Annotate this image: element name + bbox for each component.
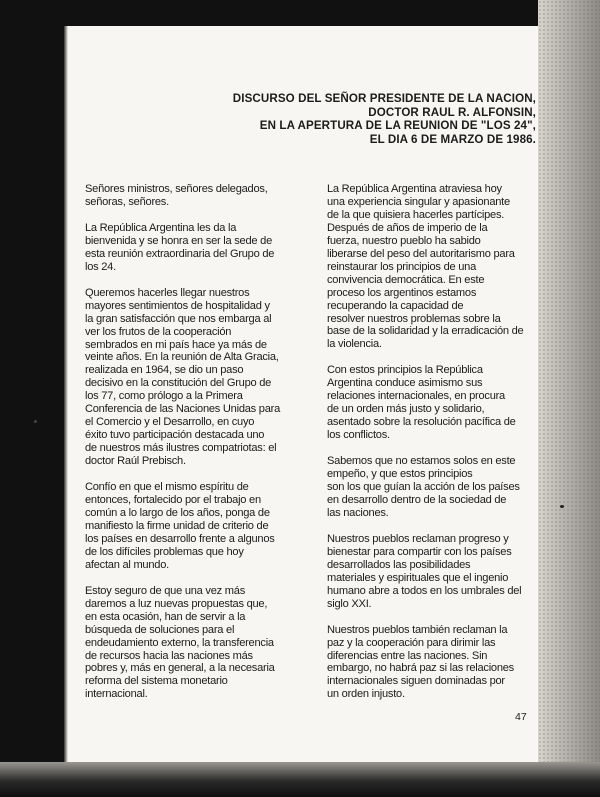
- text-line: liberarse del peso del autoritarismo para: [327, 247, 515, 260]
- text-line: una experiencia singular y apasionante: [327, 195, 510, 208]
- scan-border-top: [0, 0, 600, 26]
- text-line: de un orden más justo y solidario,: [327, 403, 485, 416]
- title-line: EN LA APERTURA DE LA REUNION DE "LOS 24",: [259, 119, 536, 133]
- scan-speck: [560, 505, 564, 508]
- text-line: de la que quisiera hacerles partícipes.: [327, 208, 505, 221]
- page-number: 47: [515, 711, 527, 723]
- text-line: La República Argentina atraviesa hoy: [327, 183, 502, 195]
- text-line: recuperando la capacidad de: [327, 299, 464, 312]
- text-line: señoras, señores.: [85, 195, 169, 208]
- paragraph: [85, 287, 321, 468]
- paragraph: [327, 533, 553, 611]
- text-line: esta reunión extraordinaria del Grupo de: [85, 247, 275, 260]
- text-line: resolver nuestros problemas sobre la: [327, 312, 501, 325]
- text-line: Sabemos que no estamos solos en este: [327, 455, 516, 468]
- paragraph: [85, 222, 321, 274]
- paragraph: [85, 183, 321, 209]
- text-line: entonces, fortalecido por el trabajo en: [85, 494, 261, 507]
- text-line: Confío en que el mismo espíritu de: [85, 481, 249, 494]
- text-line: reforma del sistema monetario: [85, 675, 228, 688]
- text-line: reinstaurar los principios de una: [327, 260, 476, 273]
- text-line: proceso los argentinos estamos: [327, 286, 477, 299]
- text-line: daremos a luz nuevas propuestas que,: [85, 597, 268, 610]
- text-line: endeudamiento externo, la transferencia: [85, 636, 274, 649]
- text-line: decisivo en la constitución del Grupo de: [85, 377, 272, 390]
- text-line: el Comercio y el Desarrollo, en cuyo: [85, 416, 255, 429]
- paragraph: [85, 481, 321, 572]
- text-line: la violencia.: [327, 338, 382, 351]
- text-line: La República Argentina les da la: [85, 221, 237, 234]
- paragraph: [85, 585, 321, 702]
- text-line: Nuestros pueblos también reclaman la: [327, 623, 508, 636]
- text-line: base de la solidaridad y la erradicación de: [327, 325, 524, 338]
- text-line: afectan al mundo.: [85, 558, 169, 571]
- text-line: humano abre a todos en los umbrales del: [327, 584, 522, 597]
- text-line: desarrollados las posibilidades: [327, 558, 471, 571]
- text-line: mayores sentimientos de hospitalidad y: [85, 299, 270, 312]
- text-line: empeño, y que estos principios: [327, 468, 473, 481]
- text-line: asentado sobre la resolución pacífica de: [327, 416, 516, 429]
- text-line: convivencia democrática. En este: [327, 273, 485, 286]
- paragraph: [327, 183, 553, 351]
- paragraph: [327, 624, 553, 702]
- text-line: común a lo largo de los años, ponga de: [85, 506, 270, 519]
- title-line: DOCTOR RAUL R. ALFONSIN,: [368, 105, 536, 119]
- speech-title: [116, 92, 536, 146]
- text-line: realizada en 1964, se dio un paso: [85, 364, 244, 377]
- text-line: Nuestros pueblos reclaman progreso y: [327, 532, 509, 545]
- text-line: los 24.: [85, 260, 116, 273]
- text-line: un orden injusto.: [327, 688, 405, 701]
- scan-border-bottom: [0, 762, 600, 797]
- text-line: siglo XXI.: [327, 597, 372, 610]
- text-line: los países en desarrollo frente a algunos: [85, 532, 275, 545]
- text-line: veinte años. En la reunión de Alta Gracia,: [85, 351, 279, 364]
- title-line: DISCURSO DEL SEÑOR PRESIDENTE DE LA NACION,: [232, 92, 536, 105]
- text-line: relaciones internacionales, en procura: [327, 390, 505, 403]
- text-line: Señores ministros, señores delegados,: [85, 183, 268, 195]
- text-line: de los difíciles problemas que hoy: [85, 545, 244, 558]
- text-line: ver los frutos de la cooperación: [85, 325, 232, 338]
- text-line: de recursos hacia las naciones más: [85, 649, 253, 662]
- text-line: en desarrollo dentro de la sociedad de: [327, 493, 507, 506]
- text-line: doctor Raúl Prebisch.: [85, 455, 186, 468]
- text-line: bienvenida y se honra en ser la sede de: [85, 234, 272, 247]
- text-line: las naciones.: [327, 506, 389, 519]
- text-line: Argentina conduce asimismo sus: [327, 377, 483, 390]
- text-line: búsqueda de soluciones para el: [85, 623, 235, 636]
- text-line: sembrados en mi país hace ya más de: [85, 338, 267, 351]
- scan-speck: [34, 420, 37, 423]
- text-line: internacional.: [85, 688, 148, 701]
- text-line: pobres y, más en general, a la necesaria: [85, 662, 275, 675]
- right-text-column: [327, 183, 553, 714]
- text-line: de nuestros más ilustres compatriotas: el: [85, 442, 277, 455]
- text-line: paz y la cooperación para dirimir las: [327, 636, 496, 649]
- scan-border-left: [0, 26, 64, 797]
- text-line: Queremos hacerles llegar nuestros: [85, 286, 250, 299]
- text-line: fuerza, nuestro pueblo ha sabido: [327, 234, 481, 247]
- text-line: son los que guían la acción de los países: [327, 481, 520, 494]
- text-line: materiales y espirituales que el ingenio: [327, 571, 509, 584]
- title-line: EL DIA 6 DE MARZO DE 1986.: [369, 132, 536, 146]
- left-text-column: [85, 183, 321, 714]
- text-line: éxito tuvo participación destacada uno: [85, 429, 265, 442]
- text-line: bienestar para compartir con los países: [327, 545, 512, 558]
- text-line: diferencias entre las naciones. Sin: [327, 649, 488, 662]
- text-line: en esta ocasión, han de servir a la: [85, 610, 246, 623]
- text-line: la gran satisfacción que nos embarga al: [85, 312, 272, 325]
- text-line: Con estos principios la República: [327, 364, 483, 377]
- text-line: embargo, no habrá paz si las relaciones: [327, 662, 514, 675]
- paragraph: [327, 364, 553, 442]
- text-line: los conflictos.: [327, 429, 390, 442]
- text-line: manifiesto la firme unidad de criterio de: [85, 519, 269, 532]
- text-line: Después de años de imperio de la: [327, 221, 488, 234]
- text-line: Conferencia de las Naciones Unidas para: [85, 403, 280, 416]
- paragraph: [327, 455, 553, 520]
- text-line: los 77, como prólogo a la Primera: [85, 390, 243, 403]
- text-line: Estoy seguro de que una vez más: [85, 584, 245, 597]
- text-line: internacionales siguen dominadas por: [327, 675, 505, 688]
